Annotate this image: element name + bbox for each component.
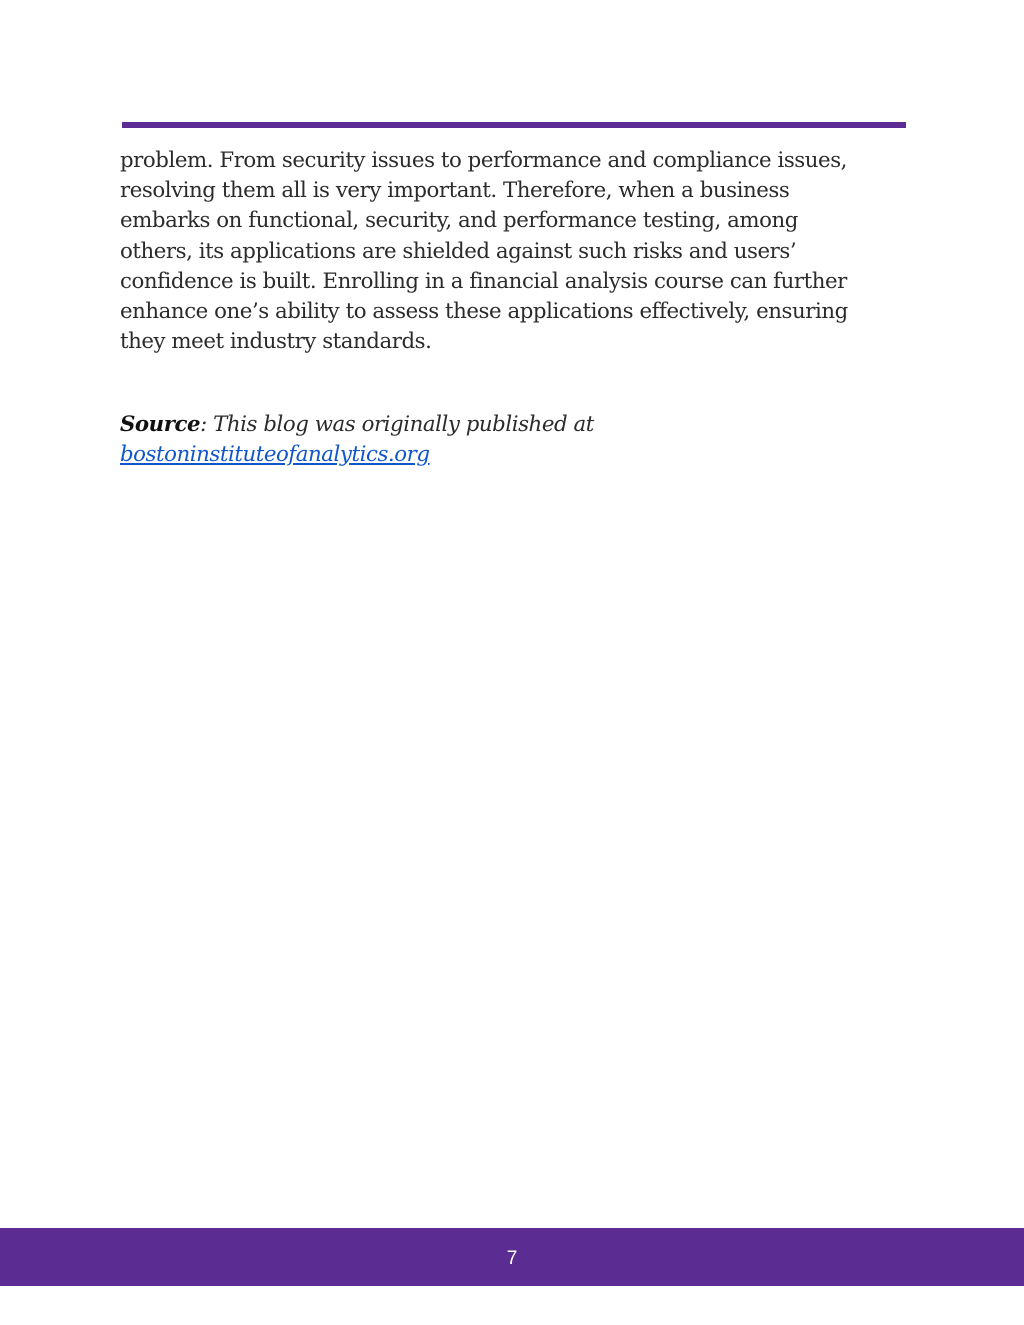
body-paragraph [120, 146, 910, 357]
body-line: enhance one’s ability to assess these applications effectively, ensuring [120, 299, 848, 325]
body-line: confidence is built. Enrolling in a financial analysis course can further [120, 268, 847, 294]
source-attribution [120, 410, 910, 470]
page-number: 7 [506, 1248, 518, 1269]
body-line: problem. From security issues to performance and compliance issues, [120, 148, 848, 173]
body-line: others, its applications are shielded against such risks and users’ [120, 238, 797, 264]
body-line: resolving them all is very important. Therefore, when a business [120, 178, 790, 204]
source-text: : This blog was originally published at [200, 412, 594, 437]
body-line: they meet industry standards. [120, 329, 432, 355]
source-label: Source [120, 412, 201, 437]
body-line: embarks on functional, security, and performance testing, among [120, 208, 798, 234]
top-divider-rule [122, 122, 906, 128]
source-link[interactable]: bostoninstituteofanalytics.org [120, 442, 430, 468]
